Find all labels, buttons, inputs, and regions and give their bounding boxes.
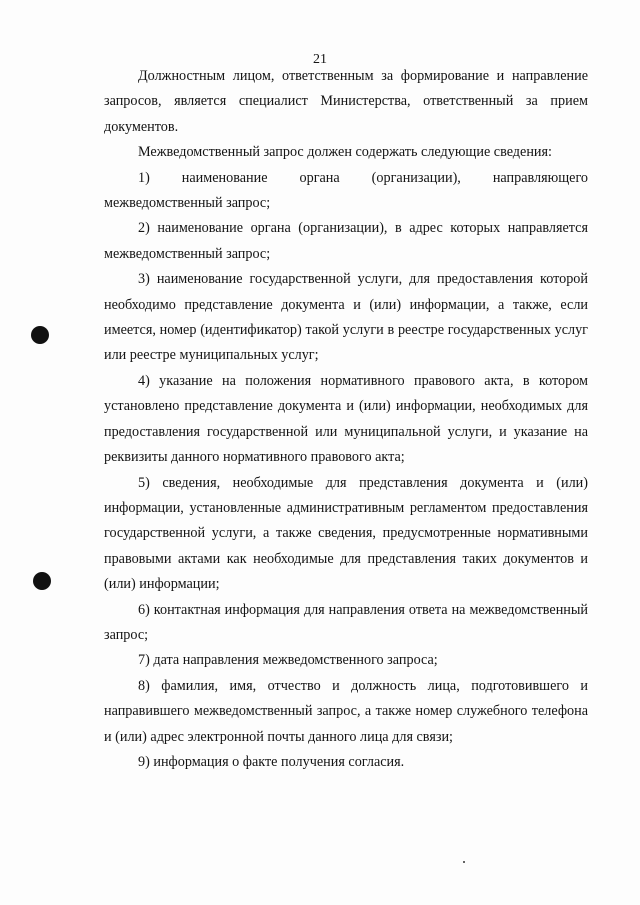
punch-hole-mark	[33, 572, 51, 590]
paragraph-request-contents-intro: Межведомственный запрос должен содержать следующие сведения:	[138, 144, 552, 161]
list-item-6: 6) контактная информация для направления ответа на межведомственный запрос;	[104, 601, 588, 643]
page-number: 21	[313, 52, 327, 67]
paragraph-responsible-official: Должностным лицом, ответственным за формирование и направление запросов, является специалист Министерства, ответственный за прием документов.	[104, 68, 588, 135]
list-item-1: 1) наименование органа (организации), направляющего межведомственный запрос;	[104, 169, 588, 212]
list-item-5: 5) сведения, необходимые для представления документа и (или) информации, установленные административным регламентом предоставления государственной услуги, а также сведения, предусмотренные нормативными правовыми актами как необходимые для представления таких документов и (или) информации;	[104, 474, 588, 593]
document-body	[104, 64, 588, 775]
list-item-7: 7) дата направления межведомственного запроса;	[138, 652, 438, 669]
scan-speck	[463, 861, 465, 863]
list-item-2: 2) наименование органа (организации), в адрес которых направляется межведомственный запрос;	[104, 220, 588, 262]
list-item-8: 8) фамилия, имя, отчество и должность лица, подготовившего и направившего межведомственный запрос, а также номер служебного телефона и (или) адрес электронной почты данного лица для связи;	[104, 677, 588, 745]
list-item-9: 9) информация о факте получения согласия.	[138, 753, 405, 770]
list-item-4: 4) указание на положения нормативного правового акта, в котором установлено представление документа и (или) информации, необходимых для предоставления государственной или муниципальной услуги, и указание на реквизиты данного нормативного правового акта;	[104, 372, 588, 466]
punch-hole-mark	[31, 326, 49, 344]
list-item-3: 3) наименование государственной услуги, для предоставления которой необходимо представление документа и (или) информации, а также, если имеется, номер (идентификатор) такой услуги в реестре государственных услуг или реестре муниципальных услуг;	[104, 271, 588, 364]
